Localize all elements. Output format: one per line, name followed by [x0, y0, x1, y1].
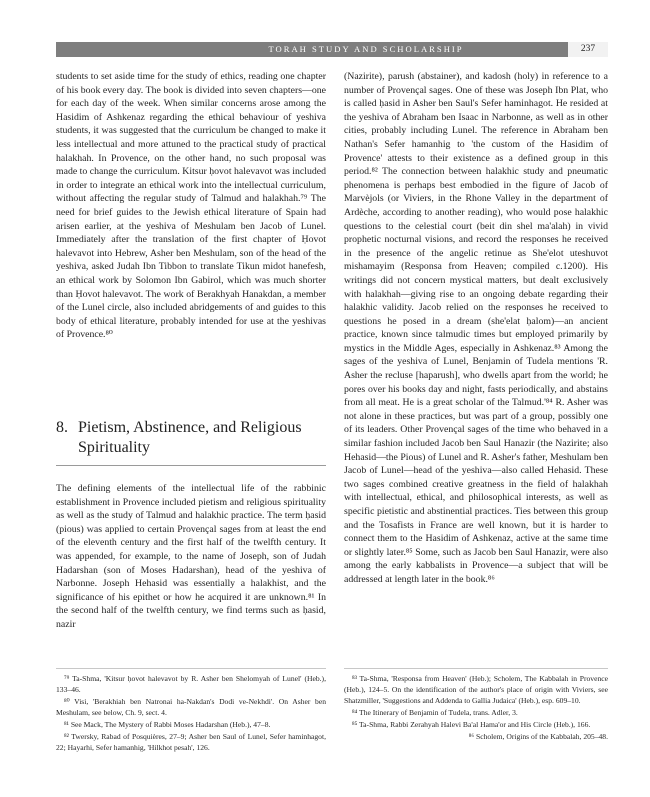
body-paragraph: (Nazirite), parush (abstainer), and kadosh (holy) in reference to a number of Provençal sages. One of these was Joseph Ibn Plat, who is called ḥasid in Asher ben Saul's Sefer haminhagot. He resided at the yeshiva of Abraham ben Isaac in Narbonne, as well as in other cities, probably including Lunel. The reference in Abraham ben Nathan's Sefer hamanhig to 'the custom of the Hasidim of Provence' attests to their existence as a defined group in this period.⁸² The connection between halakhic study and pneumatic phenomena is perhaps best embodied in the figure of Jacob of Marvèjols (or Viviers, in the Rhone Valley in the department of Ardèche, according to another reading), who would pose halakhic questions to the celestial court (beit din shel ma'alah) in vivid prophetic nocturnal visions, and record the responses he received in the presence of the angelic retinue as She'elot uteshuvot mishamayim (Responsa from Heaven; compiled c.1200). His writings did not concern mystical matters, but dealt exclusively with halakhah—giving rise to an ongoing debate regarding their halakhic validity. Jacob relied on the responses he received to questions he posed in a dream (she'elat ḥalom)—an ancient practice, known since talmudic times but employed primarily by mystics in the Middle Ages, especially in Ashkenaz.⁸³ Among the sages of the yeshiva of Lunel, Benjamin of Tudela mentions 'R. Asher the recluse [haparush], who dwells apart from the world; he pores over his books day and night, fasts periodically, and abstains from all meat. He is a great scholar of the Talmud.'⁸⁴ R. Asher was not alone in these practices, but was part of a group, possibly one of its leaders. Other Provençal sages of the time who behaved in a similar fashion included Jacob ben Saul Hanazir (the Nazirite; also Hehasid—the Pious) of Lunel and R. Asher's father, Meshulam ben Jacob of Lunel—head of the yeshiva—also called Hehasid. These two sages combined creative greatness in the field of halakhah with intellectual, ethical, and philosophical interests, as well as specific pietistic and abstinential practices. Ties between this group and the Tosafists in France are well known, but it is harder to connect them to the Hasidim of Ashkenaz, active at the same time or slightly later.⁸⁵ Some, such as Jacob ben Saul Hanazir, were also among the early kabbalists in Provence—a subject that will be addressed at length later in the book.⁸⁶ — [344, 71, 608, 585]
running-head-title: TORAH STUDY AND SCHOLARSHIP — [268, 44, 464, 54]
running-header — [56, 42, 608, 57]
footnote-divider-right — [344, 668, 608, 669]
footnotes-right — [344, 673, 608, 743]
footnote: ⁸⁶ Scholem, Origins of the Kabbalah, 205–48. — [468, 732, 608, 741]
section-heading — [56, 418, 326, 458]
body-paragraph: students to set aside time for the study of ethics, reading one chapter of his book every day. The book is divided into seven chapters—one for each day of the week. When similar concerns arose among the Hasidim of Ashkenaz regarding the ethical behaviour of yeshiva students, it was suggested that the curriculum be changed to make it less intellectual and more attuned to the practical study of practical halakhah. In Provence, on the other hand, no such proposal was made to change the curriculum. Kitsur ḥovot halevavot was included in order to integrate an ethical work into the intellectual curriculum, without affecting the regular study of Talmud and halakhah.⁷⁹ The need for brief guides to the Jewish ethical literature of Spain had arisen earlier, at the yeshiva of Meshulam ben Jacob of Lunel. Immediately after the translation of the first chapter of Ḥovot halevavot into Hebrew, Asher ben Meshulam, son of the head of the yeshiva, asked Judah Ibn Tibbon to translate Tikun midot hanefesh, an ethical work by Solomon Ibn Gabirol, which was much shorter than Ḥovot halevavot. The work of Berakhyah Hanakdan, a member of the Lunel circle, also included abridgements of and guides to this body of ethical literature, probably intended for use at the yeshivas of Provence.⁸⁰ — [56, 71, 326, 341]
section-title-line2: Spirituality — [78, 439, 150, 456]
footnotes-left — [56, 673, 326, 754]
footnote: ⁷⁹ Ta-Shma, 'Kitsur ḥovot halevavot by R. Asher ben Shelomyah of Lunel' (Heb.), 133–46. — [56, 674, 326, 694]
footnote: ⁸² Twersky, Rabad of Posquières, 27–9; Asher ben Saul of Lunel, Sefer haminhagot, 22; Hayarhi, Sefer hamanhig, 'Hilkhot pesah', 126. — [56, 732, 326, 752]
body-paragraph: The defining elements of the intellectual life of the rabbinic establishment in Provence included pietism and religious spirituality as well as the study of Talmud and halakhic practice. The term ḥasid (pious) was applied to certain Provençal sages from at least the end of the eleventh century and the first half of the twelfth century. It was appended, for example, to the name of Joseph, son of Judah Hadarshan (son of Moses Hadarshan), head of the yeshiva of Narbonne. Joseph Hehasid was essentially a halakhist, and the significance of his epithet or how he acquired it are unknown.⁸¹ In the second half of the twelfth century, we find terms such as ḥasid, nazir — [56, 483, 326, 630]
footnote: ⁸⁴ The Itinerary of Benjamin of Tudela, trans. Adler, 3. — [352, 708, 518, 717]
right-column — [344, 70, 608, 587]
footnote-divider-left — [56, 668, 326, 669]
section-divider — [56, 465, 326, 466]
section-number: 8. — [56, 419, 68, 436]
footnote: ⁸⁵ Ta-Shma, Rabbi Zerahyah Halevi Ba'al Hama'or and His Circle (Heb.), 166. — [352, 720, 591, 729]
section-title — [56, 418, 326, 458]
left-column-top — [56, 70, 326, 342]
left-column-bottom — [56, 482, 326, 632]
footnote: ⁸¹ See Mack, The Mystery of Rabbi Moses Hadarshan (Heb.), 47–8. — [64, 720, 271, 729]
footnote: ⁸³ Ta-Shma, 'Responsa from Heaven' (Heb.); Scholem, The Kabbalah in Provence (Heb.), 124–5. On the identification of the author's place of origin with Viviers, see Shatzmiller, 'Suggestions and Addenda to Gallia Judaica' (Heb.), esp. 609–10. — [344, 674, 608, 705]
section-title-line1: Pietism, Abstinence, and Religious — [78, 419, 302, 436]
footnote: ⁸⁰ Visi, 'Berakhiah ben Natronai ha-Nakdan's Dodi ve-Nekhdi'. On Asher ben Meshulam, see below, Ch. 9, sect. 4. — [56, 697, 326, 717]
page-number: 237 — [568, 42, 608, 57]
